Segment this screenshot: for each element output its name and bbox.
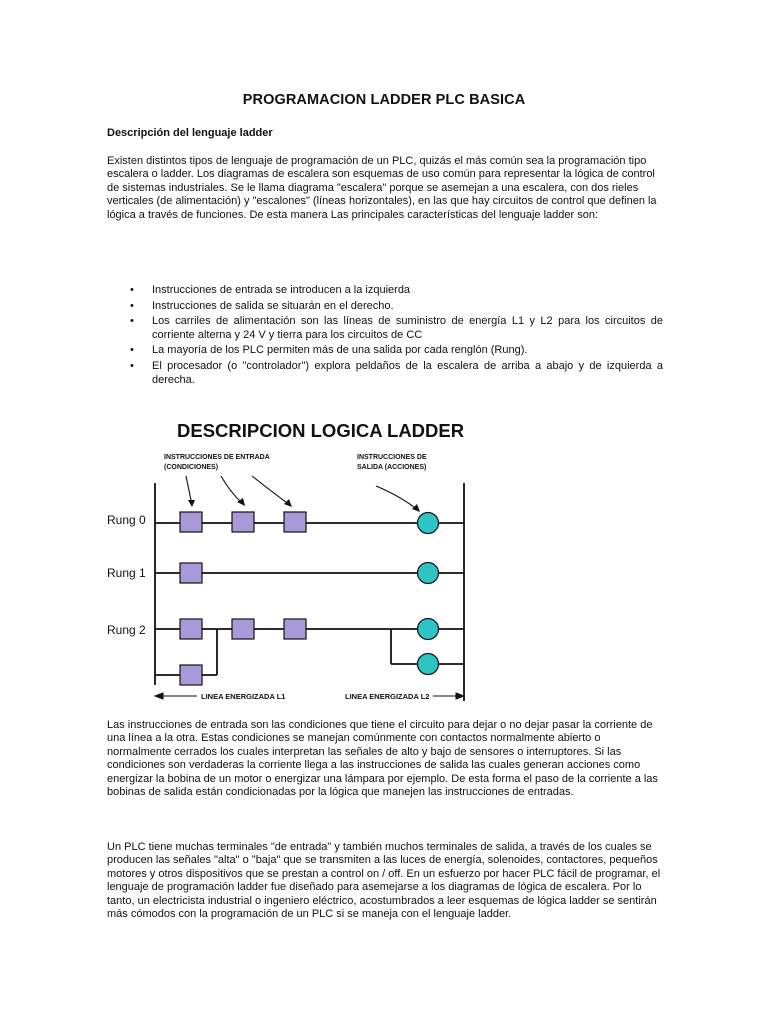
list-item xyxy=(107,315,663,342)
input-contact xyxy=(180,619,202,639)
features-list xyxy=(107,284,663,389)
bullet-icon: • xyxy=(130,315,134,328)
bullet-icon: • xyxy=(130,344,134,357)
output-instructions-label: INSTRUCCIONES DE xyxy=(357,454,427,461)
output-coil xyxy=(418,619,439,640)
arrowhead-icon xyxy=(412,504,420,512)
arrowhead-icon xyxy=(456,693,464,699)
section-subtitle: Descripción del lenguaje ladder xyxy=(107,127,273,139)
input-contact xyxy=(180,563,202,583)
list-item-text: Los carriles de alimentación son las líneas de suministro de energía L1 y L2 para los circuitos de corriente alterna y 24 V y tierra para los circuitos de CC xyxy=(152,315,663,341)
contacts xyxy=(180,512,306,685)
list-item-text: Instrucciones de salida se situarán en el derecho. xyxy=(152,299,394,312)
bullet-icon: • xyxy=(130,284,134,296)
list-item-text: La mayoría de los PLC permiten más de una salida por cada renglón (Rung). xyxy=(152,344,528,357)
arrowhead-icon xyxy=(188,500,195,507)
rail-l1-label: LINEA ENERGIZADA L1 xyxy=(201,692,286,701)
output-actions-label: SALIDA (ACCIONES) xyxy=(357,464,427,471)
ladder-logic-diagram xyxy=(100,408,480,710)
list-item xyxy=(107,284,663,298)
output-coil xyxy=(418,654,439,675)
arrowhead-icon xyxy=(155,693,163,699)
inputs-paragraph: Las instrucciones de entrada son las condiciones que tiene el circuito para dejar o no dejar pasar la corriente de una línea a la otra. Estas condiciones se manejan comúnmente con contactos normalmente abierto o normalmente cerrados los cuales interpretan las señales de alto y bajo de sensores o interruptores. Si las condiciones son verdaderas la corriente llega a las instrucciones de salida las cuales generan acciones como energizar la bobina de un motor o energizar una lámpara por ejemplo. De esta forma el paso de la corriente a las bobinas de salida están condicionadas por la lógica que manejen las instrucciones de entradas. xyxy=(107,719,658,799)
bullet-icon: • xyxy=(130,359,134,372)
bullet-icon: • xyxy=(130,299,134,312)
input-contact xyxy=(284,619,306,639)
output-coil xyxy=(418,563,439,584)
rung-label: Rung 0 xyxy=(107,513,146,527)
rung-wires xyxy=(155,523,464,675)
list-item xyxy=(107,344,663,358)
intro-paragraph: Existen distintos tipos de lenguaje de programación de un PLC, quizás el más común sea la programación tipo escalera o ladder. Los diagramas de escalera son esquemas de uso común para representar la lógica de control de sistemas industriales. Se le llama diagrama "escalera" porque se asemejan a una escalera, con dos rieles verticales (de alimentación) y "escalones" (líneas horizontales), en las que hay circuitos de control que definen la lógica a través de funciones. De esta manera Las principales características del lenguaje ladder son: xyxy=(107,155,657,221)
list-item xyxy=(107,360,663,387)
arrow-icon xyxy=(221,476,243,504)
list-item-text: Instrucciones de entrada se introducen a la izquierda xyxy=(152,284,411,296)
arrow-heads xyxy=(188,498,420,512)
output-coil xyxy=(418,513,439,534)
input-contact xyxy=(180,512,202,532)
input-instructions-label: INSTRUCCIONES DE ENTRADA xyxy=(164,454,270,461)
input-contact xyxy=(232,619,254,639)
diagram-title: DESCRIPCION LOGICA LADDER xyxy=(177,420,465,441)
arrowhead-icon xyxy=(284,499,292,507)
list-item xyxy=(107,300,663,314)
rung-label: Rung 1 xyxy=(107,566,146,580)
input-conditions-label: (CONDICIONES) xyxy=(164,464,219,471)
input-contact xyxy=(232,512,254,532)
page-title: PROGRAMACION LADDER PLC BASICA xyxy=(242,92,526,108)
plc-terminals-paragraph: Un PLC tiene muchas terminales "de entrada" y también muchos terminales de salida, a través de los cuales se producen las señales "alta" o "baja" que se transmiten a las luces de energía, solenoides, contactores, pequeños motores y otros dispositivos que se prestan a control on / off. En un esfuerzo por hacer PLC fácil de programar, el lenguaje de programación ladder fue diseñado para asemejarse a los diagramas de lógica de escalera. Por lo tanto, un electricista industrial o ingeniero eléctrico, acostumbrados a leer esquemas de lógica ladder se sentirán más cómodos con la programación de un PLC si se maneja con el lenguaje ladder. xyxy=(107,841,661,921)
list-item-text: El procesador (o "controlador") explora peldaños de la escalera de arriba a abajo y de izquierda a derecha. xyxy=(152,359,663,386)
input-contact xyxy=(284,512,306,532)
coils xyxy=(418,513,439,675)
input-contact xyxy=(180,665,202,685)
rail-l2-label: LINEA ENERGIZADA L2 xyxy=(345,692,430,701)
arrows xyxy=(186,476,418,510)
arrow-icon xyxy=(252,476,290,505)
arrow-icon xyxy=(376,486,418,510)
rung-label: Rung 2 xyxy=(107,623,146,637)
